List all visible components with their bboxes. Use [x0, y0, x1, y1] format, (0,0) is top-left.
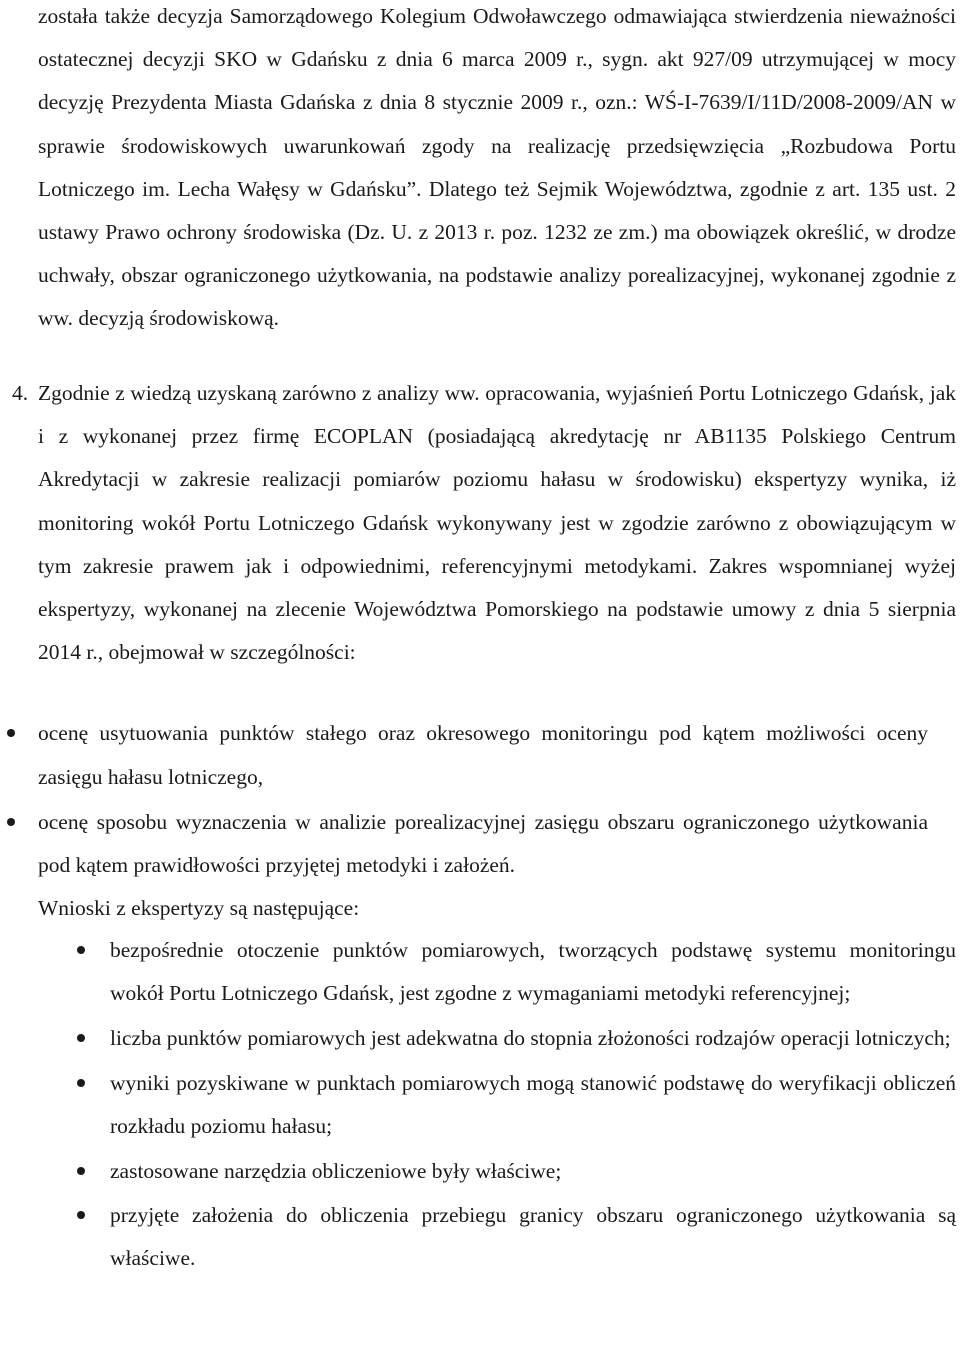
- paragraph-point-4: [12, 372, 956, 674]
- list-item: [110, 1194, 956, 1280]
- list-item-text: bezpośrednie otoczenie punktów pomiarowych, tworzących podstawę systemu monitoringu wokół Portu Lotniczego Gdańsk, jest zgodne z wymaganiami metodyki referencyjnej;: [110, 938, 956, 1006]
- bullet-icon: [77, 946, 85, 954]
- paragraph-decision: została także decyzja Samorządowego Kolegium Odwoławczego odmawiająca stwierdzenia nieważności ostatecznej decyzji SKO w Gdańsku z dnia 6 marca 2009 r., sygn. akt 927/09 utrzymującej w mocy decyzję Prezydenta Miasta Gdańska z dnia 8 stycznie 2009 r., ozn.: WŚ-I-7639/I/11D/2008-2009/AN w sprawie środowiskowych uwarunkowań zgody na realizację przedsięwzięcia „Rozbudowa Portu Lotniczego im. Lecha Wałęsy w Gdańsku”. Dlatego też Sejmik Województwa, zgodnie z art. 135 ust. 2 ustawy Prawo ochrony środowiska (Dz. U. z 2013 r. poz. 1232 ze zm.) ma obowiązek określić, w drodze uchwały, obszar ograniczonego użytkowania, na podstawie analizy porealizacyjnej, wykonanej zgodnie z ww. decyzją środowiskową.: [38, 4, 956, 331]
- list-item-text: wyniki pozyskiwane w punktach pomiarowych mogą stanowić podstawę do weryfikacji obliczeń rozkładu poziomu hałasu;: [110, 1070, 956, 1138]
- bullet-icon: [77, 1079, 85, 1087]
- conclusions-list: [110, 929, 956, 1282]
- scope-list: [38, 712, 928, 889]
- bullet-icon: [77, 1034, 85, 1042]
- point-4-text: Zgodnie z wiedzą uzyskaną zarówno z analizy ww. opracowania, wyjaśnień Portu Lotniczego Gdańsk, jak i z wykonanej przez firmę ECOPLAN (posiadającą akredytację nr AB1135 Polskiego Centrum Akredytacji w zakresie realizacji pomiarów poziomu hałasu w środowisku) ekspertyzy wynika, iż monitoring wokół Portu Lotniczego Gdańsk wykonywany jest w zgodzie zarówno z obowiązującym w tym zakresie prawem jak i odpowiednimi, referencyjnymi metodykami. Zakres wspomnianej wyżej ekspertyzy, wykonanej na zlecenie Województwa Pomorskiego na podstawie umowy z dnia 5 sierpnia 2014 r., obejmował w szczególności:: [38, 381, 956, 665]
- point-number: 4.: [12, 381, 29, 405]
- list-item-text: przyjęte założenia do obliczenia przebiegu granicy obszaru ograniczonego użytkowania są właściwe.: [110, 1203, 956, 1271]
- list-item-text: ocenę sposobu wyznaczenia w analizie porealizacyjnej zasięgu obszaru ograniczonego użytkowania pod kątem prawidłowości przyjętej metodyki i założeń.: [38, 809, 928, 877]
- bullet-icon: [7, 729, 15, 737]
- list-item: [110, 929, 956, 1015]
- list-item-text: ocenę usytuowania punktów stałego oraz okresowego monitoringu pod kątem możliwości oceny zasięgu hałasu lotniczego,: [38, 721, 928, 789]
- list-item: [110, 1150, 956, 1193]
- bullet-icon: [7, 818, 15, 826]
- list-item-text: liczba punktów pomiarowych jest adekwatna do stopnia złożoności rodzajów operacji lotniczych;: [110, 1025, 951, 1050]
- conclusions-heading: Wnioski z ekspertyzy są następujące:: [38, 896, 360, 920]
- list-item-text: zastosowane narzędzia obliczeniowe były właściwe;: [110, 1158, 562, 1183]
- list-item: [110, 1017, 956, 1060]
- list-item: [38, 801, 928, 888]
- bullet-icon: [77, 1167, 85, 1175]
- list-item: [38, 712, 928, 799]
- list-item: [110, 1062, 956, 1148]
- bullet-icon: [77, 1211, 85, 1219]
